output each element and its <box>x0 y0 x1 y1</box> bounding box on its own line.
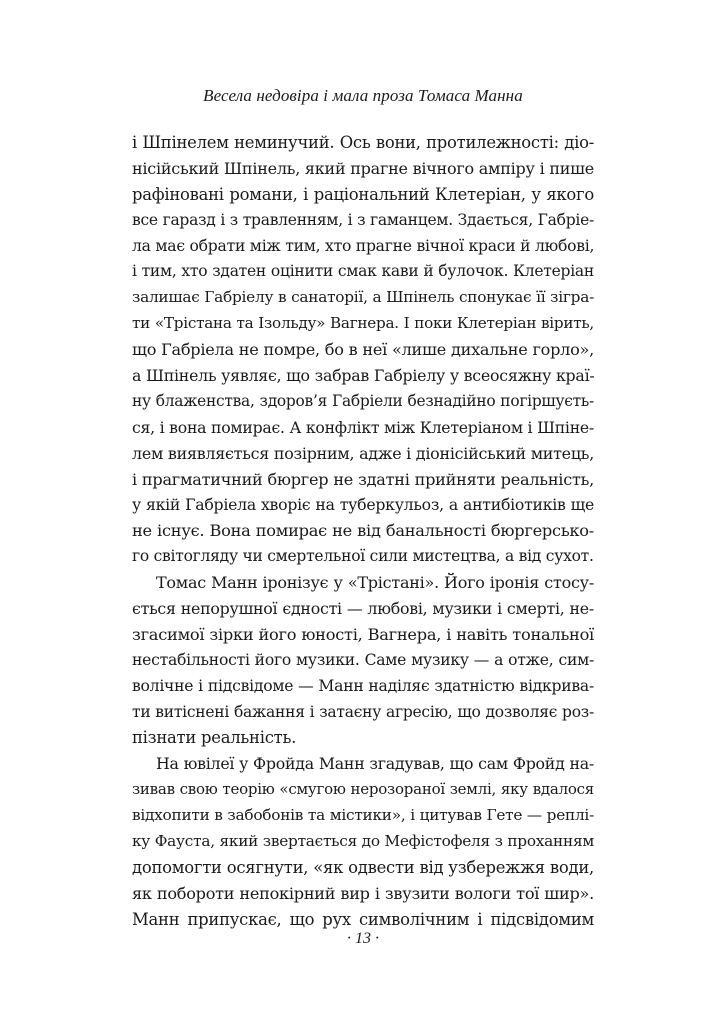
page-number: · 13 · <box>347 930 379 947</box>
text-line: ну блаженства, здоров’я Габріели безнадійно погіршуєть- <box>132 391 594 410</box>
text-line: волічне і підсвідоме — Манн наділяє здатністю відкрива- <box>132 676 594 695</box>
text-line: На ювілеї у Фройда Манн згадував, що сам Фройд на- <box>156 754 594 774</box>
text-line: ти витіснені бажання і затаєну агресію, що дозволяє роз- <box>132 702 594 721</box>
text-line: залишає Габріелу в санаторії, а Шпінель спонукає її зігра- <box>132 288 594 307</box>
text-line: лем виявляється позірним, адже і діонісійський митець, <box>132 443 595 463</box>
text-line: згасимої зірки його юності, Вагнера, і навіть тональної <box>132 624 594 644</box>
text-line: ку Фауста, який звертається до Мефістофеля з проханням <box>132 832 594 851</box>
text-line: нестабільності його музики. Саме музику — а отже, сим- <box>132 650 594 669</box>
text-line: ється непорушної єдності — любові, музики і смерті, не- <box>132 599 594 619</box>
running-head: Весела недовіра і мала проза Томаса Манна <box>203 86 523 105</box>
text-line: як побороти непокірний вир і звузити вологи тої шир». <box>132 883 594 903</box>
text-line: пізнати реальність. <box>132 728 297 748</box>
text-line: а Шпінель уявляє, що забрав Габріелу у всеосяжну краї- <box>132 366 595 386</box>
text-line: Манн припускає, що рух символічним і підсвідомим <box>132 909 594 929</box>
text-line: ла має обрати між тим, хто прагне вічної краси й любові, <box>132 236 595 255</box>
text-line: ти «Трістана та Ізольду» Вагнера. І поки Клетеріан вірить, <box>132 314 594 333</box>
text-line: і тим, хто здатен оцінити смак кави й булочок. Клетеріан <box>132 262 594 281</box>
text-line: і Шпінелем неминучий. Ось вони, протилежності: діо- <box>132 133 594 152</box>
text-line: нісійський Шпінель, який прагне вічного ампіру і пише <box>132 158 594 178</box>
text-line: що Габріела не помре, бо в неї «лише дихальне горло», <box>132 340 594 360</box>
text-line: рафіновані романи, і раціональний Клетеріан, у якого <box>132 184 594 204</box>
text-line: Томас Манн іронізує у «Трістані». Його іронія стосу- <box>156 573 594 593</box>
text-line: відхопити в забобонів та містики», і цитував Гете — реплі- <box>132 806 594 825</box>
text-line: і прагматичний бюргер не здатні прийняти реальність, <box>132 469 594 489</box>
text-line: все гаразд і з травленням, і з гаманцем. Здається, Габріе- <box>132 210 594 229</box>
text-line: зивав свою теорію «смугою нерозораної землі, яку вдалося <box>132 780 594 799</box>
body-text <box>132 130 594 933</box>
text-line: го світогляду чи смертельної сили мистецтва, а від сухот. <box>132 547 594 566</box>
text-line: у якій Габріела хворіє на туберкульоз, а антибіотиків ще <box>132 495 594 515</box>
text-line: не існує. Вона помирає не від банальності бюргерсько- <box>132 521 594 541</box>
text-line: допомогти осягнути, «як одвести від узбережжя води, <box>132 857 594 877</box>
text-line: ся, і вона помирає. А конфлікт між Клетеріаном і Шпіне- <box>132 417 594 437</box>
